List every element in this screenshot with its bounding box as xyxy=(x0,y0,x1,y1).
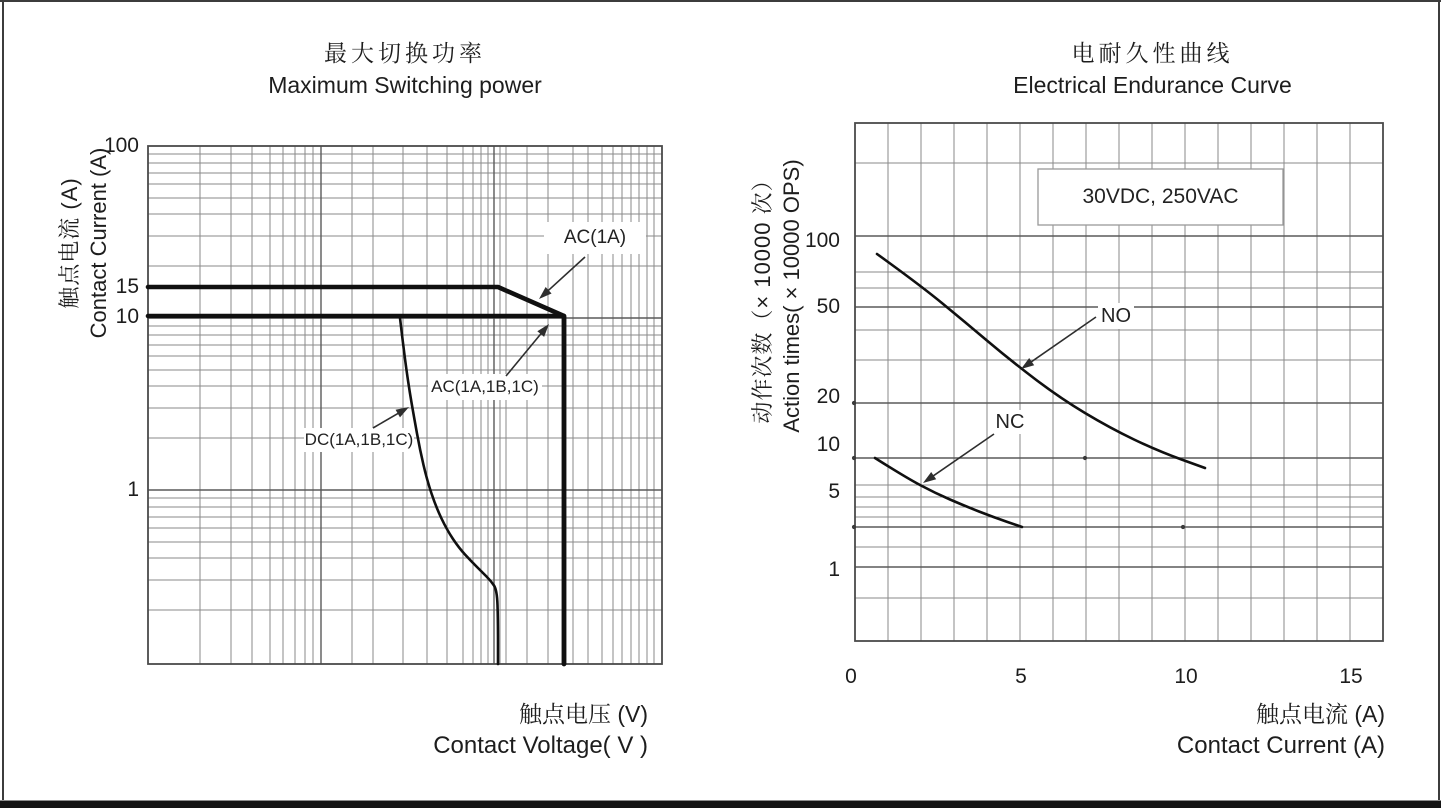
label-ac-1a-box xyxy=(544,222,646,254)
left-chart-title-zh: 最大切换功率 xyxy=(324,40,486,66)
annotation-arrow xyxy=(928,434,994,480)
right-x-axis-label-en: Contact Current (A) xyxy=(1176,732,1385,759)
electrical-endurance-y-tick-label: 20 xyxy=(816,385,840,408)
max-switching-power-y-tick-label: 100 xyxy=(103,134,139,157)
label-dc-1a1b1c-box xyxy=(304,428,414,452)
left-x-axis-label xyxy=(300,699,648,761)
electrical-endurance-x-tick-label: 10 xyxy=(1174,665,1198,688)
label-nc: NC xyxy=(995,410,1025,433)
label-nc-box xyxy=(992,410,1028,434)
electrical-endurance-y-tick-label: 10 xyxy=(816,433,840,456)
annotation-arrow xyxy=(506,329,545,376)
right-y-axis-label-zh: 动作次数（× 10000 次） xyxy=(750,168,775,424)
curve-no xyxy=(877,254,1205,468)
annotation-arrow xyxy=(1026,317,1096,366)
label-no-box xyxy=(1098,303,1134,329)
right-chart-title-en: Electrical Endurance Curve xyxy=(1013,72,1292,98)
left-y-axis-label xyxy=(55,148,113,339)
left-y-axis-label-zh: 触点电流 (A) xyxy=(57,177,82,309)
page-border-bottom-bar xyxy=(0,800,1441,808)
label-no: NO xyxy=(1101,304,1131,327)
right-chart-title-zh: 电耐久性曲线 xyxy=(1071,40,1234,66)
left-chart-title xyxy=(150,38,660,102)
page-border-right xyxy=(1438,0,1440,808)
right-x-axis-label-zh: 触点电流 (A) xyxy=(1255,701,1385,727)
right-y-axis-label-en: Action times( × 10000 OPS) xyxy=(779,159,804,433)
page-border-left xyxy=(2,0,4,808)
max-switching-power-y-tick-label: 1 xyxy=(127,478,139,501)
curve-ac-1a- xyxy=(148,287,564,664)
grid-dot xyxy=(1083,456,1087,460)
grid-dot xyxy=(852,401,856,405)
right-chart-title xyxy=(900,38,1405,102)
left-x-axis-label-zh: 触点电压 (V) xyxy=(518,701,648,727)
annotation-arrowhead xyxy=(923,472,936,483)
electrical-endurance-x-tick-label: 15 xyxy=(1339,665,1363,688)
page-border-top xyxy=(0,0,1441,2)
max-switching-power-y-tick-label: 15 xyxy=(115,275,139,298)
label-dc-1a1b1c: DC(1A,1B,1C) xyxy=(304,430,414,449)
electrical-endurance-y-tick-label: 100 xyxy=(804,229,840,252)
electrical-endurance-y-tick-label: 5 xyxy=(828,480,840,503)
grid-dot xyxy=(852,456,856,460)
grid-dot xyxy=(852,525,856,529)
electrical-endurance-y-tick-label: 50 xyxy=(816,295,840,318)
label-ac-1a1b1c-box xyxy=(428,374,542,400)
electrical-endurance-x-tick-label: 5 xyxy=(1015,665,1027,688)
label-ac-1a: AC(1A) xyxy=(563,227,627,248)
right-y-axis-label xyxy=(748,159,806,432)
annotation-arrowhead xyxy=(396,407,409,417)
electrical-endurance-x-tick-label: 0 xyxy=(845,665,857,688)
label-test-condition-box xyxy=(1038,169,1283,225)
grid-dot xyxy=(1181,525,1185,529)
electrical-endurance-y-tick-label: 1 xyxy=(828,558,840,581)
left-chart-title-en: Maximum Switching power xyxy=(268,72,542,98)
label-test-condition: 30VDC, 250VAC xyxy=(1082,185,1239,208)
left-x-axis-label-en: Contact Voltage( V ) xyxy=(433,732,648,759)
annotation-arrow xyxy=(543,257,585,295)
right-x-axis-label xyxy=(1037,699,1385,761)
left-y-axis-label-en: Contact Current (A) xyxy=(86,147,111,339)
label-ac-1a1b1c: AC(1A,1B,1C) xyxy=(431,377,539,396)
max-switching-power-y-tick-label: 10 xyxy=(115,305,139,328)
